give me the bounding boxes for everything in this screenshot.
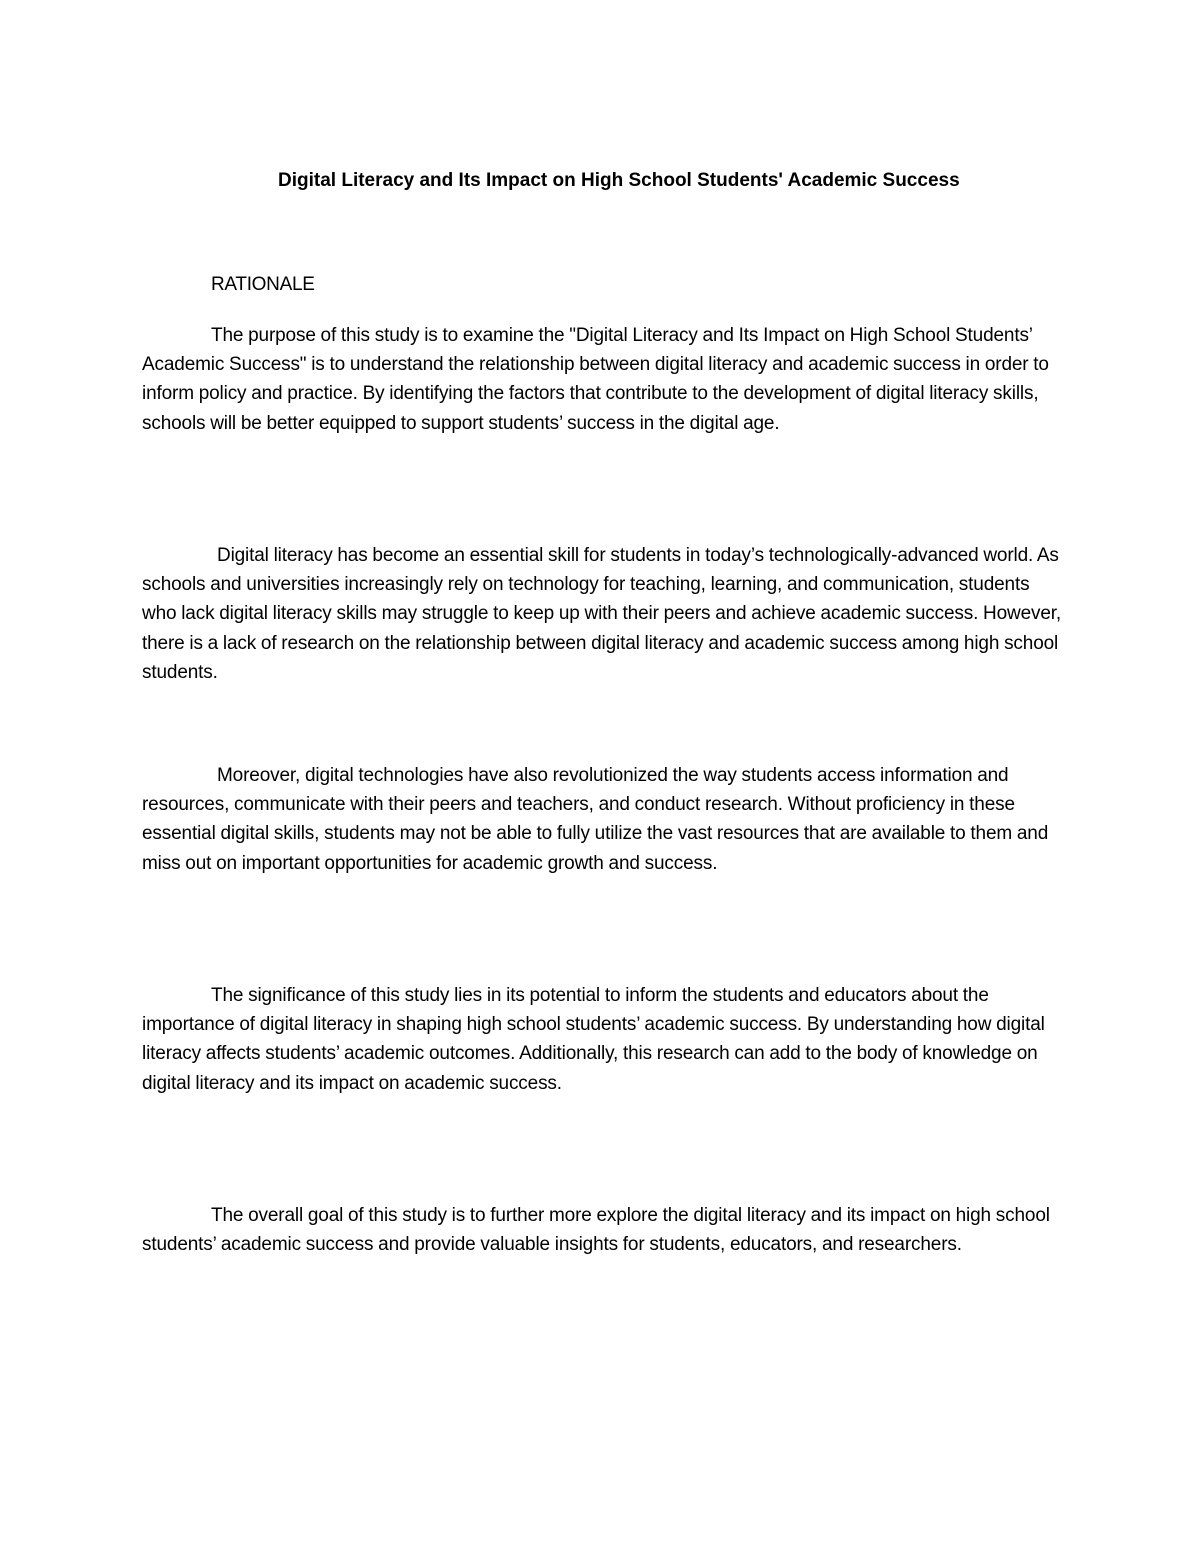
document-title: Digital Literacy and Its Impact on High School Students' Academic Success [278,170,960,191]
paragraph-significance: The significance of this study lies in its potential to inform the students and educators about the importance of digital literacy in shaping high school students’ academic success. By understanding how digital literacy affects students’ academic outcomes. Additionally, this research can add to the body of knowledge on digital literacy and its impact on academic success. [142,985,1045,1094]
paragraph-overall-goal: The overall goal of this study is to further more explore the digital literacy and its impact on high school students’ academic success and provide valuable insights for students, educators, and researchers. [142,1205,1050,1256]
paragraph-digital-literacy-essential: Digital literacy has become an essential skill for students in today’s technologically-advanced world. As schools and universities increasingly rely on technology for teaching, learning, and communication, students who lack digital literacy skills may struggle to keep up with their peers and achieve academic success. However, there is a lack of research on the relationship between digital literacy and academic success among high school students. [142,545,1062,683]
paragraph-purpose: The purpose of this study is to examine the "Digital Literacy and Its Impact on High School Students’ Academic Success" is to understand the relationship between digital literacy and academic success in order to inform policy and practice. By identifying the factors that contribute to the development of digital literacy skills, schools will be better equipped to support students’ success in the digital age. [142,325,1049,434]
paragraph-digital-technologies: Moreover, digital technologies have also revolutionized the way students access information and resources, communicate with their peers and teachers, and conduct research. Without proficiency in these essential digital skills, students may not be able to fully utilize the vast resources that are available to them and miss out on important opportunities for academic growth and success. [142,765,1049,874]
section-heading-rationale: RATIONALE [211,274,315,295]
